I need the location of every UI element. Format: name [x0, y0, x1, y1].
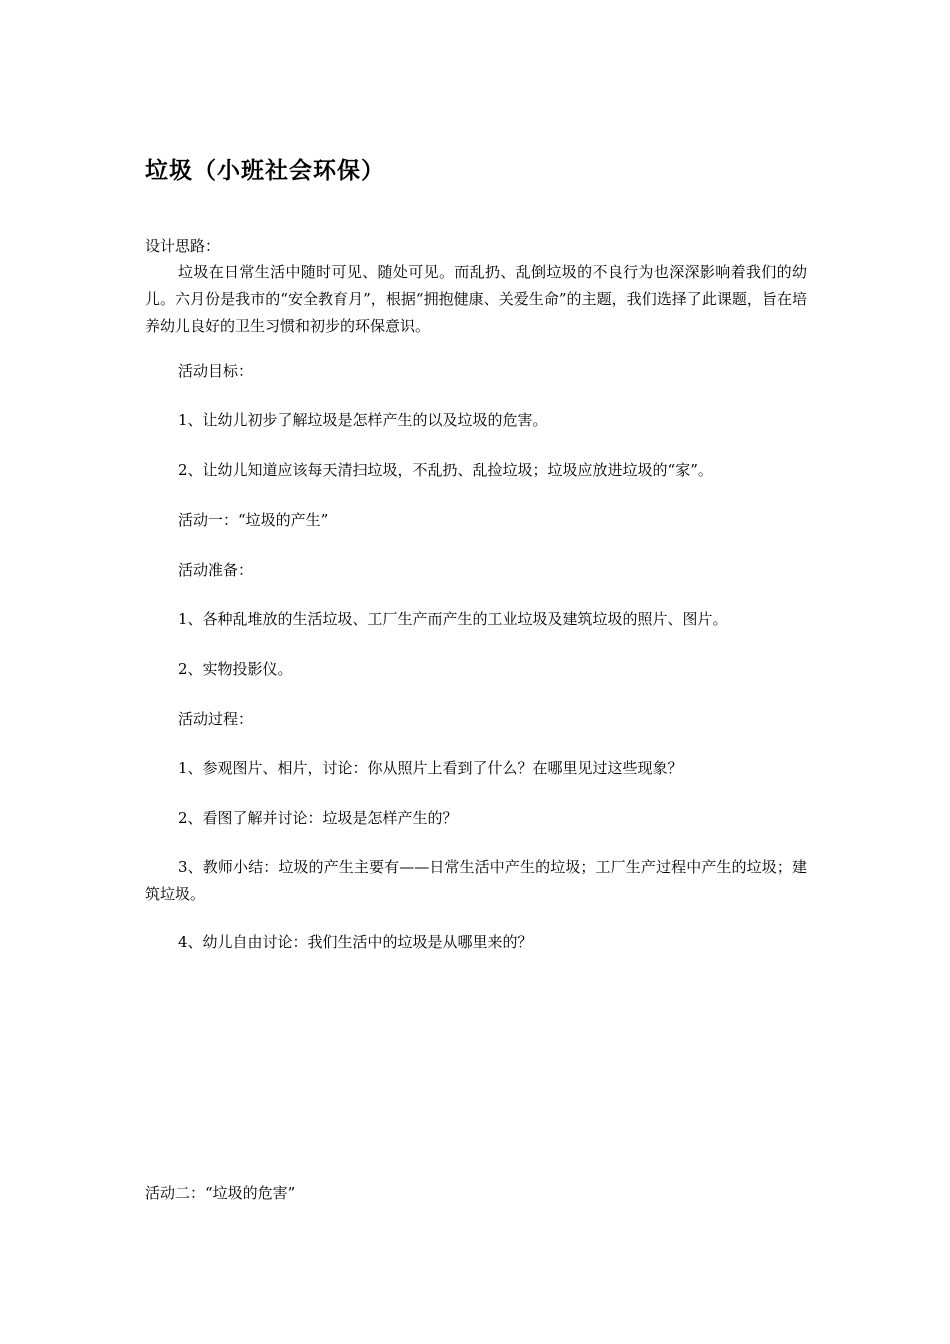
prep-item: 2、实物投影仪。 — [178, 660, 293, 678]
process-label: 活动过程： — [178, 710, 254, 728]
prep-item: 1、各种乱堆放的生活垃圾、工厂生产而产生的工业垃圾及建筑垃圾的照片、图片。 — [178, 610, 728, 628]
document-title: 垃圾（小班社会环保） — [145, 158, 385, 184]
goal-item: 2、让幼儿知道应该每天清扫垃圾，不乱扔、乱捡垃圾；垃圾应放进垃圾的“家”。 — [178, 461, 713, 479]
activity1-heading: 活动一：“垃圾的产生” — [178, 511, 329, 529]
process-item: 3、教师小结：垃圾的产生主要有——日常生活中产生的垃圾；工厂生产过程中产生的垃圾；建筑垃圾。 — [145, 858, 807, 903]
goal-item: 1、让幼儿初步了解垃圾是怎样产生的以及垃圾的危害。 — [178, 411, 548, 429]
activity2-heading: 活动二：“垃圾的危害” — [145, 1184, 296, 1202]
process-item: 2、看图了解并讨论：垃圾是怎样产生的？ — [178, 809, 458, 827]
design-paragraph: 垃圾在日常生活中随时可见、随处可见。而乱扔、乱倒垃圾的不良行为也深深影响着我们的幼儿。六月份是我市的“安全教育月”，根据“拥抱健康、关爱生命”的主题，我们选择了此课题，旨在培养幼儿良好的卫生习惯和初步的环保意识。 — [145, 263, 807, 335]
process-item: 1、参观图片、相片，讨论：你从照片上看到了什么？在哪里见过这些现象？ — [178, 759, 683, 777]
process-item: 4、幼儿自由讨论：我们生活中的垃圾是从哪里来的？ — [178, 933, 533, 951]
goals-label: 活动目标： — [178, 362, 254, 380]
prep-label: 活动准备： — [178, 561, 254, 579]
design-label: 设计思路： — [145, 237, 221, 255]
